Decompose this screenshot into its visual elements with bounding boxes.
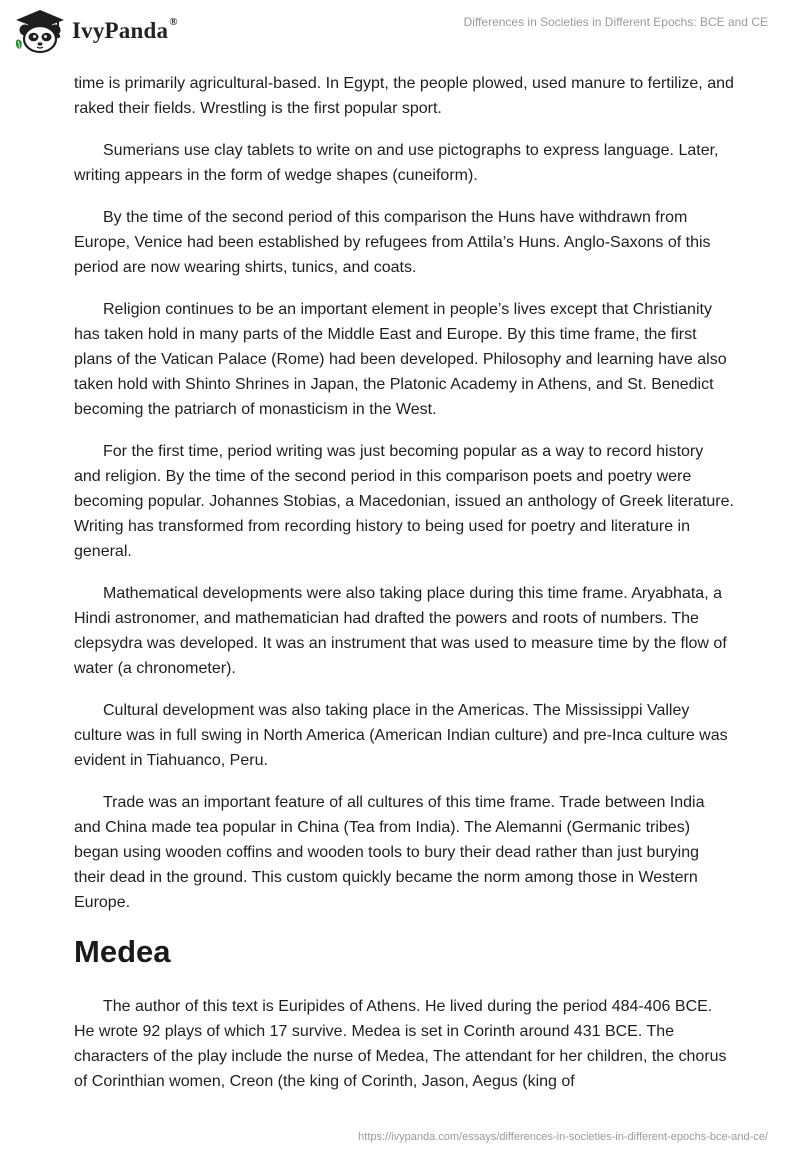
paragraph: Mathematical developments were also taking place during this time frame. Aryabhata, a Hindi astronomer, and mathematician had drafted the powers and roots of numbers. The clepsydra was developed. It was an instrument that was used to measure time by the flow of water (a chronometer).: [74, 585, 727, 677]
paragraph: Cultural development was also taking place in the Americas. The Mississippi Valley culture was in full swing in North America (American Indian culture) and pre-Inca culture was evident in Tiahuanco, Peru.: [74, 702, 728, 769]
essay-body: [74, 71, 734, 1111]
paragraph: time is primarily agricultural-based. In Egypt, the people plowed, used manure to fertilize, and raked their fields. Wrestling is the first popular sport.: [74, 75, 734, 117]
source-url[interactable]: https://ivypanda.com/essays/differences-in-societies-in-different-epochs-bce-and-ce/: [358, 1131, 768, 1143]
page-header: [0, 0, 800, 66]
paragraph: By the time of the second period of this comparison the Huns have withdrawn from Europe, Venice had been established by refugees from Attila’s Huns. Anglo-Saxons of this period are now wearing shirts, tunics, and coats.: [74, 209, 711, 276]
paragraph: For the first time, period writing was just becoming popular as a way to record history and religion. By the time of the second period in this comparison poets and poetry were becoming popular. Johannes Stobias, a Macedonian, issued an anthology of Greek literature. Writing has transformed from recording history to being used for poetry and literature in general.: [74, 443, 734, 560]
paragraph: Trade was an important feature of all cultures of this time frame. Trade between India and China made tea popular in China (Tea from India). The Alemanni (Germanic tribes) began using wooden coffins and wooden tools to bury their dead rather than just burying their dead in the ground. This custom quickly became the norm among those in Western Europe.: [74, 794, 705, 911]
section-heading: Medea: [74, 934, 171, 969]
paragraph: Religion continues to be an important element in people’s lives except that Christianity has taken hold in many parts of the Middle East and Europe. By this time frame, the first plans of the Vatican Palace (Rome) had been developed. Philosophy and learning have also taken hold with Shinto Shrines in Japan, the Platonic Academy in Athens, and St. Benedict becoming the patriarch of monasticism in the West.: [74, 301, 727, 418]
ivypanda-logo[interactable]: [14, 8, 178, 54]
document-title: Differences in Societies in Different Epochs: BCE and CE: [463, 15, 768, 29]
panda-graduate-icon: [14, 8, 66, 54]
registered-mark: ®: [169, 16, 178, 28]
paragraph: The author of this text is Euripides of Athens. He lived during the period 484-406 BCE. He wrote 92 plays of which 17 survive. Medea is set in Corinth around 431 BCE. The characters of the play include the nurse of Medea, The attendant for her children, the chorus of Corinthian women, Creon (the king of Corinth, Jason, Aegus (king of: [74, 998, 727, 1090]
paragraph: Sumerians use clay tablets to write on and use pictographs to express language. Later, writing appears in the form of wedge shapes (cuneiform).: [74, 142, 719, 184]
brand-name: IvyPanda®: [72, 16, 178, 43]
